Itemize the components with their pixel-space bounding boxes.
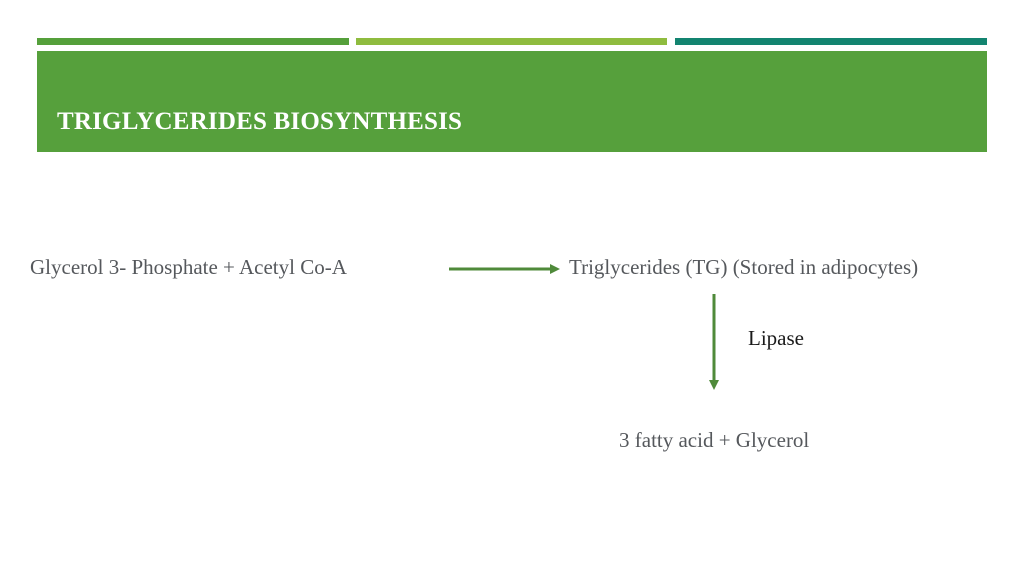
synthesis-arrow — [449, 264, 560, 274]
enzyme-label: Lipase — [748, 326, 804, 350]
header-stripe-middle — [356, 38, 667, 45]
hydrolysis-products-label: 3 fatty acid + Glycerol — [619, 428, 810, 452]
title-band — [37, 51, 987, 152]
reactants-label: Glycerol 3- Phosphate + Acetyl Co-A — [30, 255, 347, 279]
products-label: Triglycerides (TG) (Stored in adipocytes) — [569, 255, 919, 279]
slide-title: TRIGLYCERIDES BIOSYNTHESIS — [57, 108, 463, 135]
header-stripe-left — [37, 38, 349, 45]
lipase-arrow — [709, 294, 719, 390]
header-stripe-right — [675, 38, 987, 45]
